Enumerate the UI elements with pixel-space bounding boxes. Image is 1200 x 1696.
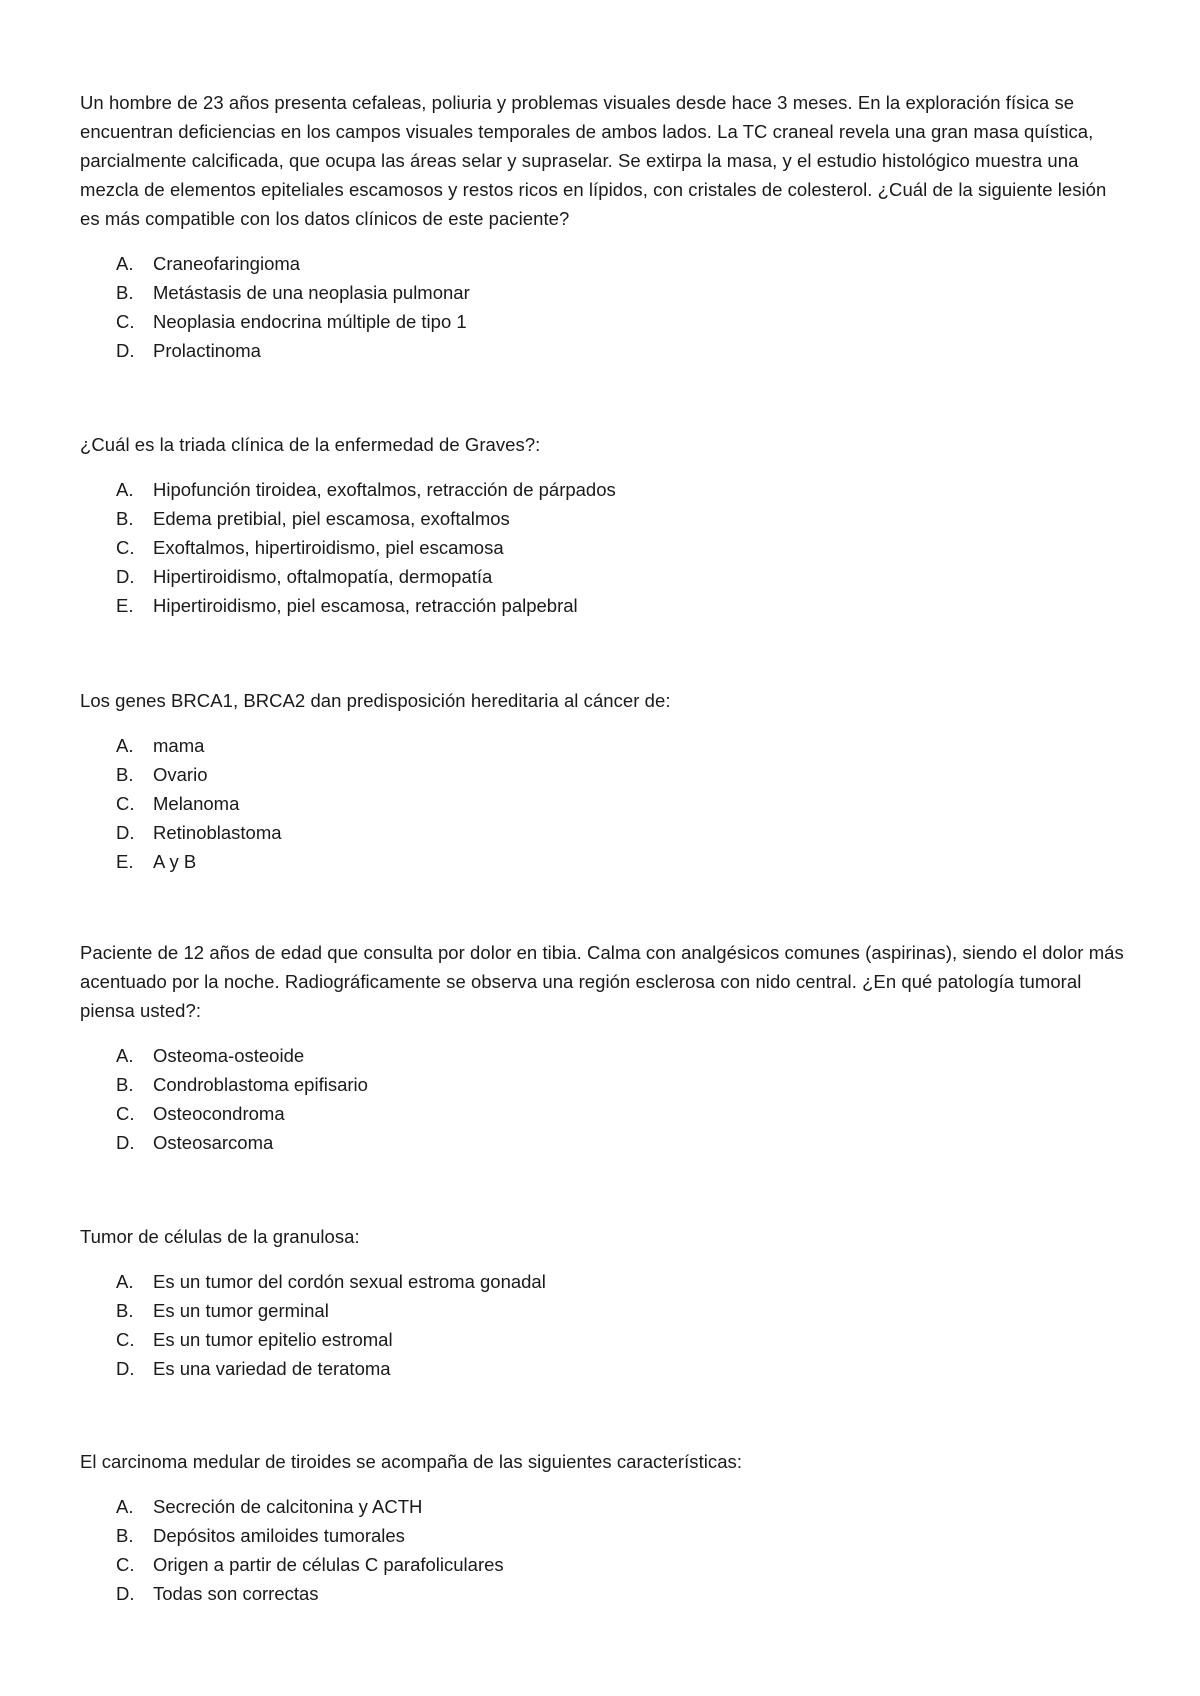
option-letter: A. (116, 1271, 134, 1292)
option-item (80, 336, 1130, 365)
option-item (80, 504, 1130, 533)
option-item (80, 1521, 1130, 1550)
option-text: Melanoma (153, 793, 240, 814)
option-item (80, 533, 1130, 562)
option-text: Es un tumor germinal (153, 1300, 329, 1321)
option-letter: A. (116, 253, 134, 274)
option-letter: B. (116, 764, 134, 785)
option-item (80, 1492, 1130, 1521)
option-letter: A. (116, 479, 134, 500)
option-text: Craneofaringioma (153, 253, 301, 274)
option-text: Es un tumor del cordón sexual estroma gonadal (153, 1271, 546, 1292)
option-text: mama (153, 735, 205, 756)
question-stem: Tumor de células de la granulosa: (80, 1226, 360, 1247)
option-item (80, 1550, 1130, 1579)
option-text: Hipofunción tiroidea, exoftalmos, retracción de párpados (153, 479, 616, 500)
option-item (80, 1070, 1130, 1099)
option-item (80, 1354, 1130, 1383)
question-stem: Paciente de 12 años de edad que consulta por dolor en tibia. Calma con analgésicos comunes (aspirinas), siendo el dolor más acentuado por la noche. Radiográficamente se observa una región esclerosa con nido central. ¿En qué patología tumoral piensa usted?: (80, 942, 1124, 1021)
option-text: Osteocondroma (153, 1103, 285, 1124)
option-letter: A. (116, 735, 134, 756)
question-stem: Un hombre de 23 años presenta cefaleas, poliuria y problemas visuales desde hace 3 meses. En la exploración física se encuentran deficiencias en los campos visuales temporales de ambos lados. La TC craneal revela una gran masa quística, parcialmente calcificada, que ocupa las áreas selar y supraselar. Se extirpa la masa, y el estudio histológico muestra una mezcla de elementos epiteliales escamosos y restos ricos en lípidos, con cristales de colesterol. ¿Cuál de la siguiente lesión es más compatible con los datos clínicos de este paciente? (80, 92, 1107, 229)
option-item (80, 789, 1130, 818)
option-item (80, 562, 1130, 591)
option-item (80, 1128, 1130, 1157)
option-letter: D. (116, 822, 135, 843)
option-item (80, 818, 1130, 847)
option-item (80, 760, 1130, 789)
option-text: Retinoblastoma (153, 822, 282, 843)
option-text: Exoftalmos, hipertiroidismo, piel escamosa (153, 537, 504, 558)
option-list (80, 1492, 1130, 1608)
option-letter: C. (116, 1103, 135, 1124)
option-item (80, 731, 1130, 760)
option-letter: B. (116, 1525, 134, 1546)
option-text: Osteosarcoma (153, 1132, 274, 1153)
option-list (80, 1041, 1130, 1157)
option-item (80, 1296, 1130, 1325)
option-text: Edema pretibial, piel escamosa, exoftalmos (153, 508, 510, 529)
option-text: Metástasis de una neoplasia pulmonar (153, 282, 470, 303)
option-letter: D. (116, 566, 135, 587)
option-letter: A. (116, 1045, 134, 1066)
option-letter: E. (116, 595, 134, 616)
option-letter: B. (116, 282, 134, 303)
option-text: Prolactinoma (153, 340, 261, 361)
option-item (80, 1099, 1130, 1128)
option-item (80, 307, 1130, 336)
option-text: Es una variedad de teratoma (153, 1358, 391, 1379)
question-5 (80, 1222, 1130, 1383)
option-text: Depósitos amiloides tumorales (153, 1525, 405, 1546)
option-letter: D. (116, 1358, 135, 1379)
option-text: Ovario (153, 764, 208, 785)
option-letter: C. (116, 793, 135, 814)
option-text: Secreción de calcitonina y ACTH (153, 1496, 423, 1517)
option-text: Todas son correctas (153, 1583, 319, 1604)
question-4 (80, 938, 1130, 1157)
option-letter: B. (116, 1300, 134, 1321)
option-text: Condroblastoma epifisario (153, 1074, 368, 1095)
option-item (80, 278, 1130, 307)
option-text: Neoplasia endocrina múltiple de tipo 1 (153, 311, 467, 332)
option-text: A y B (153, 851, 197, 872)
option-letter: D. (116, 1583, 135, 1604)
option-letter: B. (116, 1074, 134, 1095)
option-letter: D. (116, 1132, 135, 1153)
option-letter: B. (116, 508, 134, 529)
option-list (80, 1267, 1130, 1383)
option-item (80, 1041, 1130, 1070)
question-stem: Los genes BRCA1, BRCA2 dan predisposición hereditaria al cáncer de: (80, 690, 671, 711)
option-list (80, 475, 1130, 620)
option-list (80, 731, 1130, 876)
option-item (80, 475, 1130, 504)
option-letter: C. (116, 311, 135, 332)
question-stem: ¿Cuál es la triada clínica de la enfermedad de Graves?: (80, 434, 541, 455)
option-item (80, 1325, 1130, 1354)
option-text: Es un tumor epitelio estromal (153, 1329, 393, 1350)
question-6 (80, 1447, 1130, 1608)
option-list (80, 249, 1130, 365)
option-item (80, 1579, 1130, 1608)
question-2 (80, 430, 1130, 620)
option-letter: D. (116, 340, 135, 361)
question-stem: El carcinoma medular de tiroides se acompaña de las siguientes características: (80, 1451, 743, 1472)
option-letter: C. (116, 1329, 135, 1350)
question-1 (80, 88, 1130, 365)
option-item (80, 249, 1130, 278)
option-item (80, 847, 1130, 876)
option-text: Hipertiroidismo, oftalmopatía, dermopatía (153, 566, 493, 587)
option-letter: C. (116, 1554, 135, 1575)
option-item (80, 1267, 1130, 1296)
option-letter: E. (116, 851, 134, 872)
option-item (80, 591, 1130, 620)
option-letter: C. (116, 537, 135, 558)
option-letter: A. (116, 1496, 134, 1517)
option-text: Hipertiroidismo, piel escamosa, retracción palpebral (153, 595, 578, 616)
question-3 (80, 686, 1130, 876)
option-text: Osteoma-osteoide (153, 1045, 305, 1066)
option-text: Origen a partir de células C parafoliculares (153, 1554, 504, 1575)
